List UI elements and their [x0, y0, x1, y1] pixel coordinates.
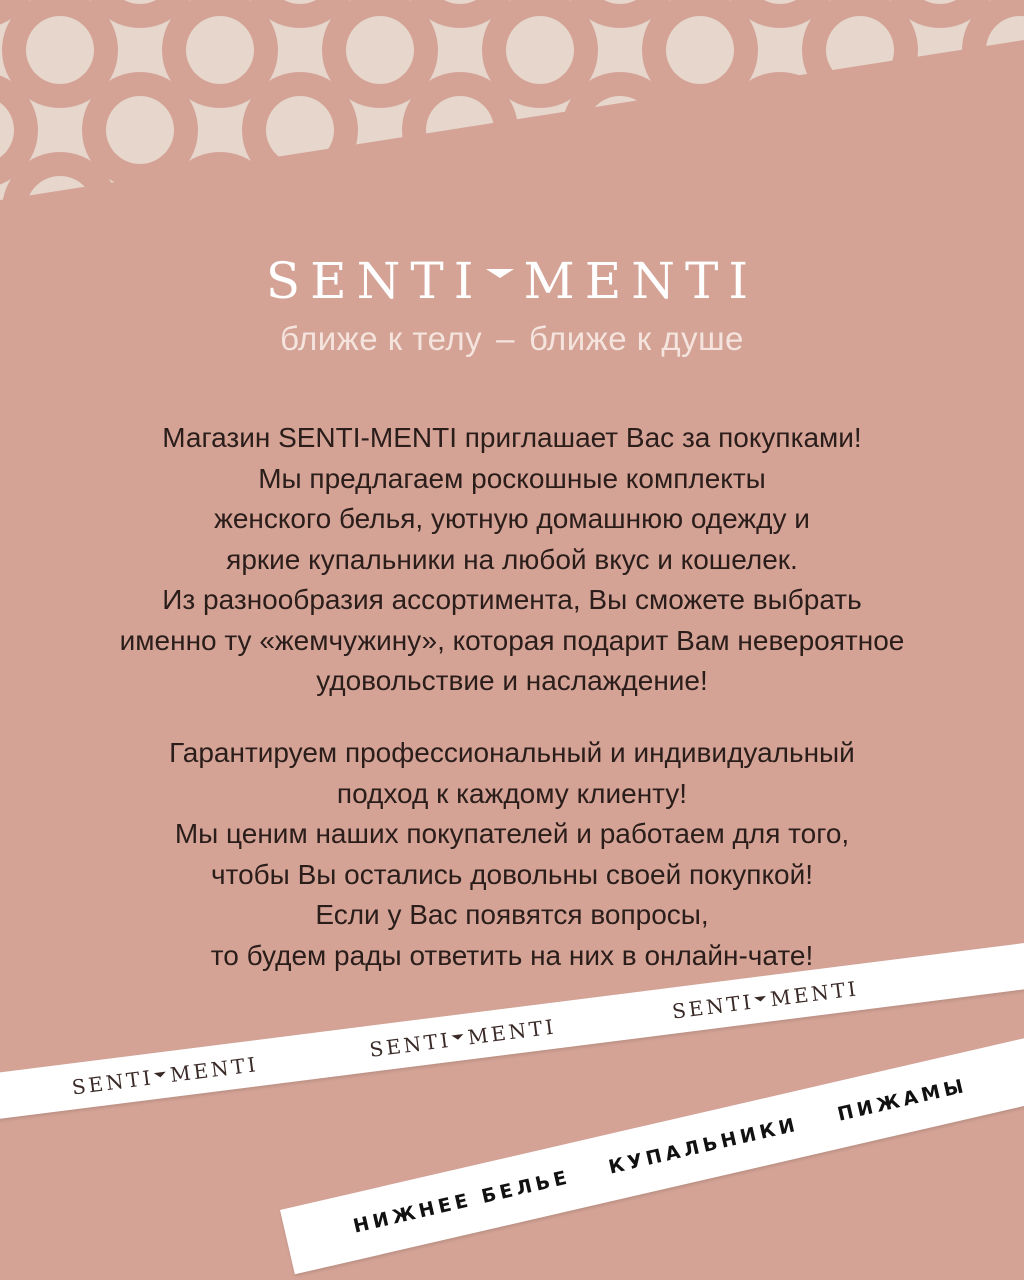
brand-logo-left: SENTI — [265, 252, 484, 310]
text-line: Гарантируем профессиональный и индивидуальный — [169, 737, 855, 768]
text-line: Из разнообразия ассортимента, Вы сможете выбрать — [162, 584, 862, 615]
tagline-separator: – — [496, 320, 516, 357]
text-line: чтобы Вы остались довольны своей покупкой! — [210, 858, 814, 890]
logo-dash-icon — [486, 269, 514, 278]
lattice-pattern — [0, 0, 1024, 200]
intro-paragraph — [40, 418, 984, 702]
ribbon-brand: SENTI MENTI — [368, 1014, 558, 1062]
ribbon-brand: SENTI MENTI — [70, 1052, 260, 1100]
text-line: яркие купальники на любой вкус и кошелек. — [226, 543, 798, 575]
text-line: то будем рады ответить на них в онлайн-чате! — [210, 939, 814, 971]
tagline-left: ближе к телу — [280, 320, 483, 357]
tagline-right: ближе к душе — [529, 320, 744, 357]
text-line: именно ту «жемчужину», которая подарит Вам невероятное — [119, 624, 905, 656]
brand-tagline — [0, 320, 1024, 358]
text-line: Если у Вас появятся вопросы, — [315, 899, 709, 930]
text-line: удовольствие и наслаждение! — [316, 665, 708, 696]
text-line: Мы предлагаем роскошные комплекты — [258, 462, 766, 494]
text-line: подход к каждому клиенту! — [336, 777, 688, 809]
text-line: женского белья, уютную домашнюю одежду и — [214, 503, 810, 534]
text-line: Мы ценим наших покупателей и работаем для того, — [174, 818, 850, 849]
guarantee-paragraph — [40, 733, 984, 976]
category-lingerie: НИЖНЕЕ БЕЛЬЕ — [351, 1166, 573, 1238]
category-pajamas: ПИЖАМЫ — [835, 1074, 970, 1126]
text-line: Магазин SENTI-MENTI приглашает Вас за покупками! — [162, 422, 862, 453]
ribbon-brand: SENTI MENTI — [670, 976, 861, 1024]
brand-logo — [0, 252, 1024, 310]
brand-logo-right: MENTI — [523, 252, 759, 310]
category-swimwear: КУПАЛЬНИКИ — [606, 1113, 801, 1179]
